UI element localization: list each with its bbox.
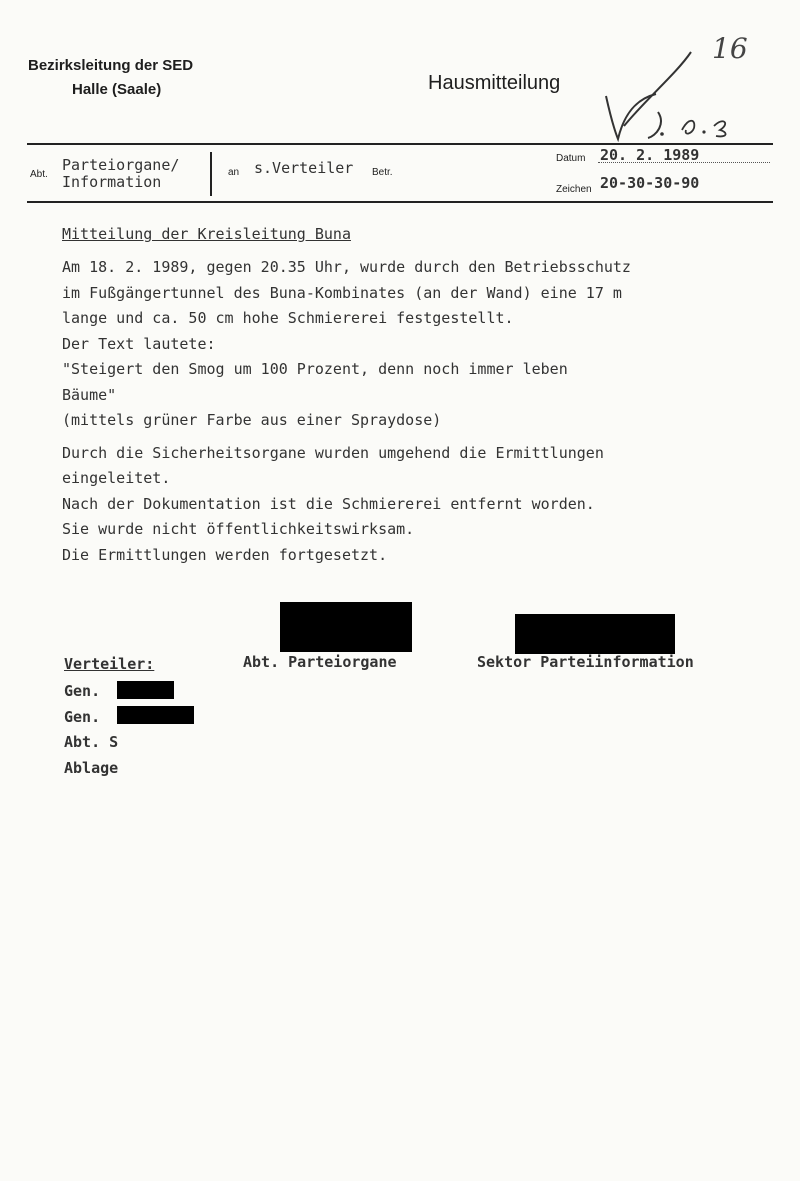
- department-field: [62, 157, 179, 191]
- redaction-name-2: [117, 706, 194, 724]
- distribution-item: Gen.: [64, 682, 101, 700]
- redaction-name-1: [117, 681, 174, 699]
- reference-code-field: 20-30-30-90: [600, 174, 700, 192]
- an-label: an: [228, 167, 240, 178]
- distribution-item: Ablage: [64, 758, 119, 777]
- paragraph-gap: [62, 437, 782, 444]
- date-dotted-line: [598, 162, 770, 163]
- memo-body: [62, 258, 782, 571]
- body-line: Die Ermittlungen werden fortgesetzt.: [62, 545, 388, 564]
- signature-department-right: Sektor Parteiinformation: [477, 653, 694, 671]
- redaction-signature-right: [515, 614, 675, 654]
- betr-label: Betr.: [372, 167, 393, 178]
- header-column-divider: [210, 152, 212, 196]
- org-city: Halle (Saale): [72, 81, 162, 98]
- body-line: Bäume": [62, 385, 117, 404]
- abt-label: Abt.: [30, 169, 48, 180]
- distribution-item: Gen.: [64, 707, 101, 726]
- distribution-item: Abt. S: [64, 733, 119, 751]
- document-type-title: Hausmitteilung: [428, 72, 561, 94]
- zeichen-label: Zeichen: [556, 184, 592, 195]
- body-line: Der Text lautete:: [62, 334, 216, 353]
- department-line-2: Information: [62, 173, 162, 191]
- memo-subject: Mitteilung der Kreisleitung Buna: [62, 225, 351, 243]
- body-line: Am 18. 2. 1989, gegen 20.35 Uhr, wurde durch den Betriebsschutz: [62, 258, 631, 276]
- date-field: 20. 2. 1989: [600, 146, 700, 164]
- body-line: Nach der Dokumentation ist die Schmiererei entfernt worden.: [62, 494, 595, 513]
- body-line: eingeleitet.: [62, 469, 171, 487]
- issuing-organization: [28, 54, 193, 102]
- redaction-signature-left: [280, 602, 412, 652]
- header-rule-top: [27, 143, 773, 145]
- recipient-field: s.Verteiler: [254, 159, 354, 177]
- body-line: Durch die Sicherheitsorgane wurden umgehend die Ermittlungen: [62, 443, 604, 462]
- org-name: Bezirksleitung der SED: [28, 57, 194, 74]
- department-line-1: Parteiorgane/: [62, 156, 180, 174]
- body-line: lange und ca. 50 cm hohe Schmiererei festgestellt.: [62, 309, 514, 327]
- body-line: "Steigert den Smog um 100 Prozent, denn noch immer leben: [62, 360, 568, 378]
- page-number: 16: [712, 32, 748, 65]
- signature-department-left: Abt. Parteiorgane: [243, 653, 397, 671]
- distribution-heading: Verteiler:: [64, 655, 155, 673]
- datum-label: Datum: [556, 153, 586, 164]
- body-line: (mittels grüner Farbe aus einer Spraydose): [62, 411, 442, 429]
- body-line: im Fußgängertunnel des Buna-Kombinates (an der Wand) eine 17 m: [62, 283, 622, 302]
- header-rule-bottom: [27, 201, 773, 203]
- body-line: Sie wurde nicht öffentlichkeitswirksam.: [62, 520, 415, 538]
- handwritten-initials-mark: [596, 44, 746, 144]
